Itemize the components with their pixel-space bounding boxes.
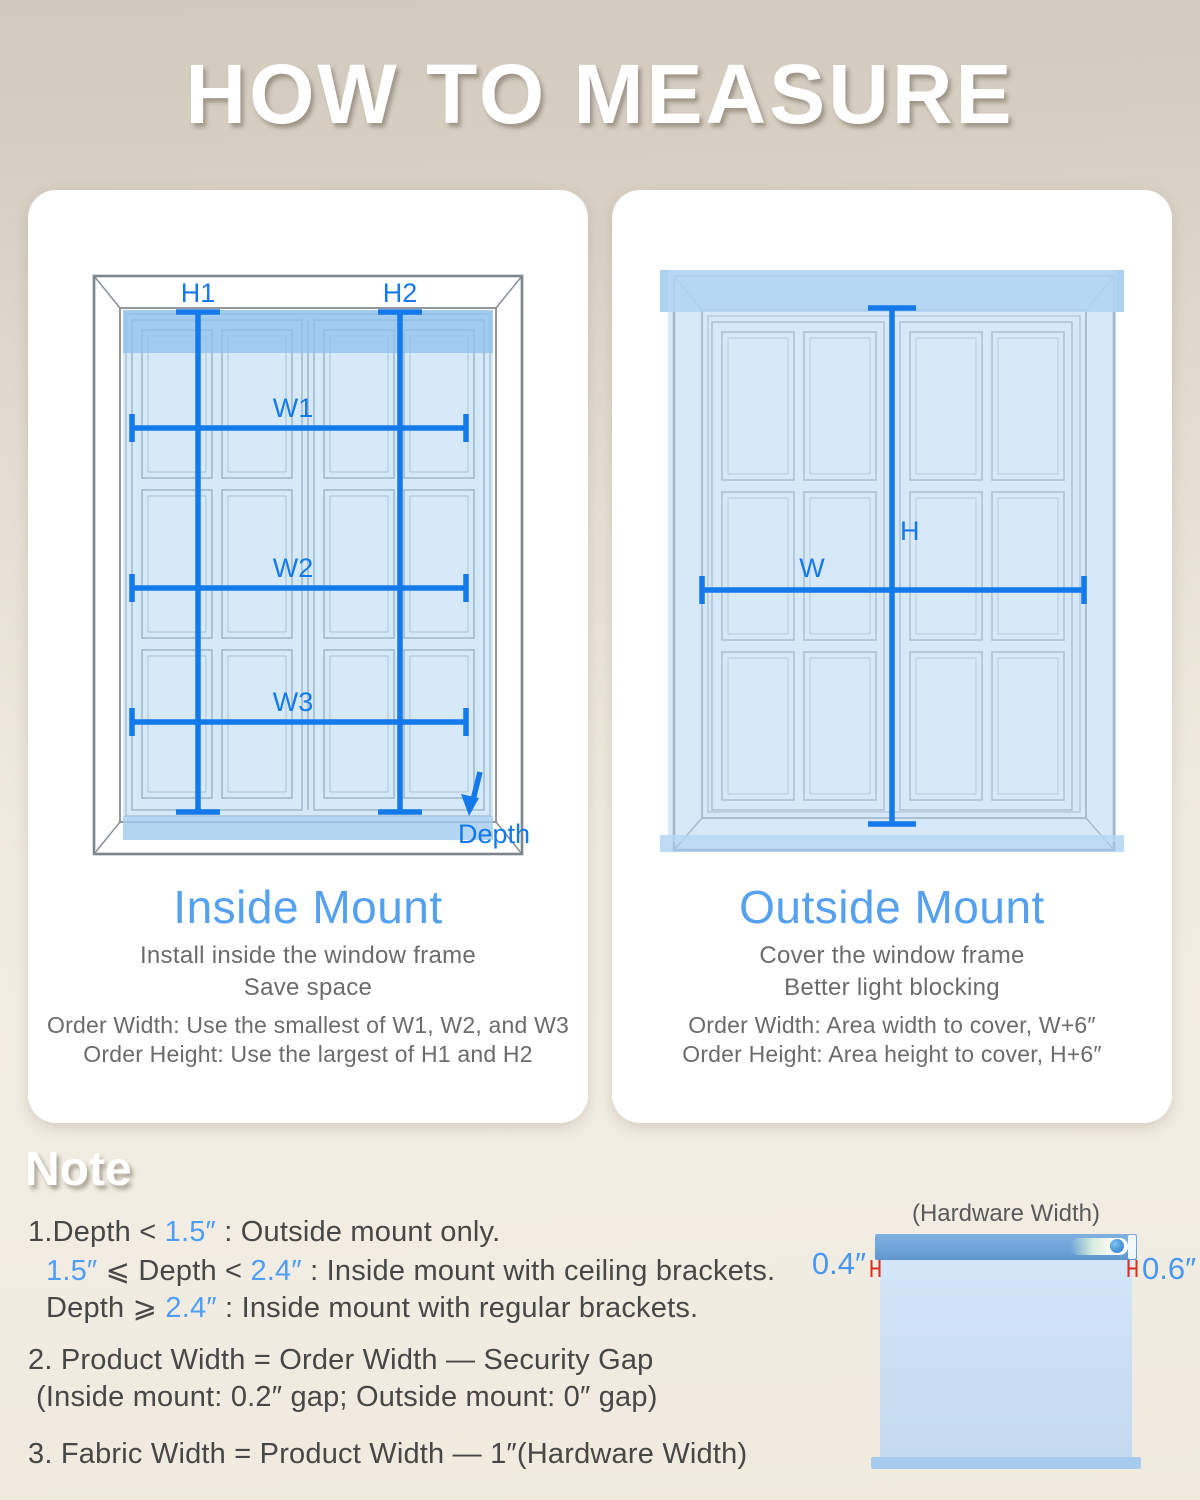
inside-mount-order-width: Order Width: Use the smallest of W1, W2, and W3 bbox=[47, 1012, 569, 1038]
inside-mount-heading: Inside Mount bbox=[173, 881, 443, 933]
depth-value: 2.4″ bbox=[165, 1292, 217, 1324]
outside-mount-desc-1: Cover the window frame bbox=[759, 942, 1025, 969]
depth-value: 2.4″ bbox=[250, 1255, 302, 1287]
outside-mount-desc-2: Better light blocking bbox=[784, 974, 1000, 1001]
note-item1-row2: 1.5″ ⩽ Depth < 2.4″ : Inside mount with ceiling brackets. bbox=[46, 1255, 776, 1287]
inside-mount-order-height: Order Height: Use the largest of H1 and H2 bbox=[83, 1041, 533, 1067]
note-item1-row1: 1.Depth < 1.5″ : Outside mount only. bbox=[28, 1216, 501, 1248]
hardware-width-caption: (Hardware Width) bbox=[911, 1200, 1101, 1227]
page-title: HOW TO MEASURE bbox=[185, 47, 1015, 141]
note-heading: Note bbox=[25, 1143, 132, 1196]
outside-mount-window-diagram bbox=[612, 190, 1172, 880]
left-gap-value: 0.4″ bbox=[811, 1246, 866, 1281]
outside-mount-order-width: Order Width: Area width to cover, W+6″ bbox=[688, 1012, 1096, 1038]
note-item1-row3: Depth ⩾ 2.4″ : Inside mount with regular brackets. bbox=[46, 1292, 699, 1324]
gap-mark-right-icon bbox=[1126, 1258, 1139, 1279]
gap-mark-left-icon bbox=[869, 1258, 882, 1279]
label-h2: H2 bbox=[382, 278, 418, 308]
note-item2-row1: 2. Product Width = Order Width — Security Gap bbox=[28, 1344, 654, 1376]
label-w1: W1 bbox=[272, 393, 314, 423]
roller-end-cap bbox=[1128, 1235, 1136, 1259]
inside-mount-card bbox=[28, 190, 588, 1123]
shade-fabric-panel bbox=[880, 1260, 1132, 1457]
inside-mount-window-diagram bbox=[28, 190, 588, 880]
label-w3: W3 bbox=[272, 687, 314, 717]
right-gap-value: 0.6″ bbox=[1142, 1251, 1197, 1286]
outside-mount-card bbox=[612, 190, 1172, 1123]
inside-mount-desc-1: Install inside the window frame bbox=[139, 942, 477, 969]
inside-mount-desc-2: Save space bbox=[243, 974, 373, 1001]
label-depth: Depth bbox=[457, 819, 531, 849]
outside-mount-heading: Outside Mount bbox=[739, 881, 1045, 933]
label-w: W bbox=[799, 553, 825, 583]
depth-value: 1.5″ bbox=[46, 1255, 98, 1287]
label-h: H bbox=[900, 516, 920, 546]
note-item3-row1: 3. Fabric Width = Product Width — 1″(Hardware Width) bbox=[28, 1438, 748, 1470]
roller-motor-dot bbox=[1110, 1239, 1124, 1253]
depth-value: 1.5″ bbox=[164, 1216, 217, 1248]
label-w2: W2 bbox=[272, 553, 314, 583]
label-h1: H1 bbox=[180, 278, 216, 308]
shade-bottom-bar bbox=[871, 1457, 1141, 1469]
note-item2-row2: (Inside mount: 0.2″ gap; Outside mount: 0″ gap) bbox=[36, 1381, 658, 1413]
outside-mount-order-height: Order Height: Area height to cover, H+6″ bbox=[682, 1041, 1102, 1067]
